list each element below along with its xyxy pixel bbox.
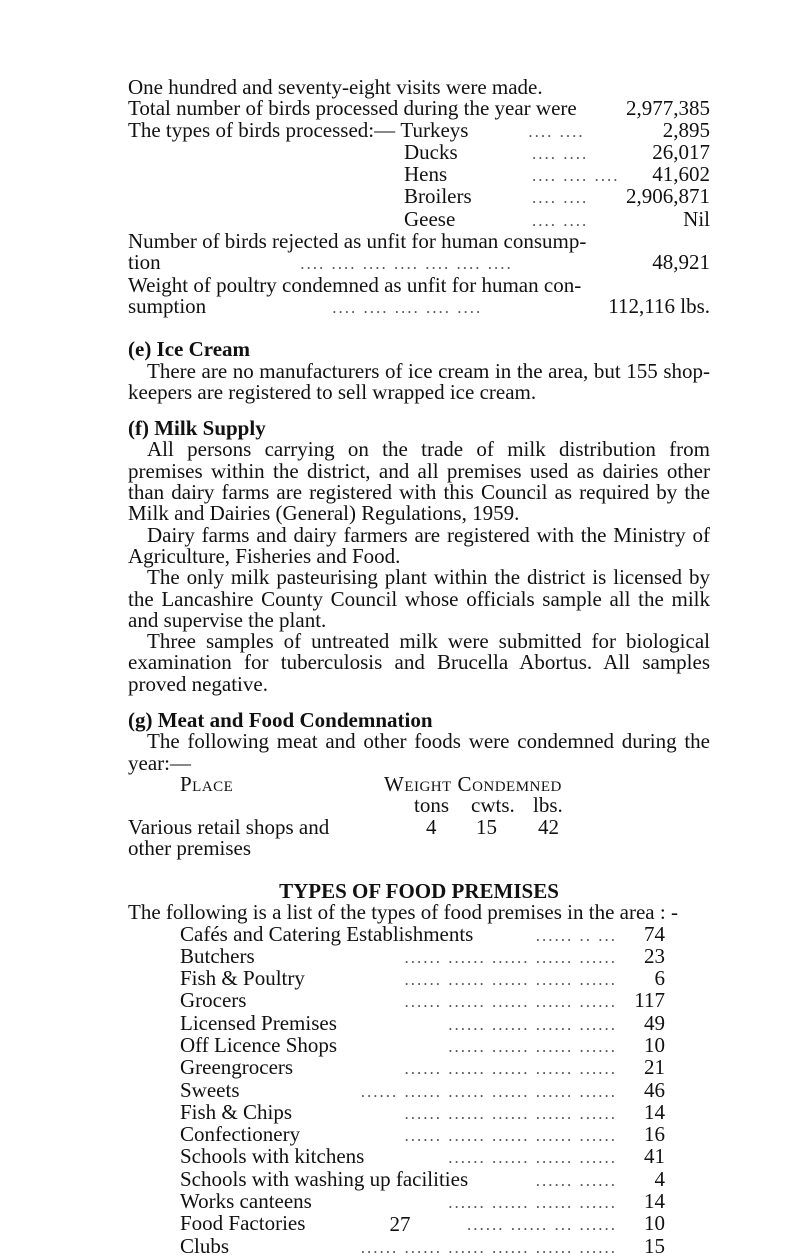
- premises-count: 10: [644, 1211, 665, 1236]
- premises-count: 14: [644, 1189, 665, 1214]
- bird-name: Geese: [404, 206, 456, 231]
- premises-type: Grocers: [180, 988, 247, 1013]
- premises-type: Butchers: [180, 943, 255, 968]
- premises-section: [128, 878, 710, 1258]
- leader-dots: .... ....: [532, 210, 589, 230]
- premises-row: [180, 1233, 665, 1258]
- total-birds-row: [128, 98, 710, 119]
- meat-section: [128, 710, 710, 860]
- leader-dots: .... .... ....: [532, 166, 620, 186]
- premises-row: [180, 1077, 665, 1102]
- premises-row: [180, 1057, 665, 1079]
- bird-row: [128, 206, 710, 231]
- leader-dots: ...... ...... ...... ......: [448, 1148, 617, 1168]
- premises-type: Off Licence Shops: [180, 1032, 338, 1057]
- leader-dots: .... ....: [532, 188, 589, 208]
- milk-heading: (f) Milk Supply: [128, 416, 266, 441]
- total-birds-label: Total number of birds processed during the year were: [128, 96, 577, 121]
- bird-name: Broilers: [404, 184, 472, 209]
- premises-type: Schools with kitchens: [180, 1144, 365, 1169]
- meat-heading: (g) Meat and Food Condemnation: [128, 708, 433, 733]
- ice-cream-text: There are no manufacturers of ice cream in the area, but 155 shop-keepers are registered to sell wrapped ice cream.: [128, 358, 710, 404]
- premises-count: 21: [644, 1055, 665, 1080]
- value-tons: 4: [426, 814, 437, 839]
- premises-type: Confectionery: [180, 1122, 301, 1147]
- leader-dots: ...... ...... ...... ...... ...... ......: [360, 1081, 617, 1101]
- premises-count: 23: [644, 943, 665, 968]
- premises-count: 46: [644, 1077, 665, 1102]
- premises-type: Clubs: [180, 1233, 230, 1258]
- bird-count: Nil: [683, 206, 710, 231]
- condemned-line1: Weight of poultry condemned as unfit for human con-: [128, 272, 582, 297]
- place-line1: Various retail shops and: [128, 814, 330, 839]
- premises-row: [180, 1099, 665, 1124]
- bird-count: 41,602: [652, 162, 710, 187]
- bird-count: 2,895: [662, 117, 710, 142]
- leader-dots: .... .... .... .... ....: [332, 297, 483, 317]
- premises-type: Fish & Chips: [180, 1099, 293, 1124]
- bird-row: [128, 139, 710, 164]
- premises-row: [180, 943, 665, 968]
- leader-dots: ...... ...... ...... ...... ......: [404, 1059, 617, 1079]
- page-number: 27: [389, 1212, 411, 1236]
- premises-row: [180, 990, 665, 1012]
- leader-dots: ...... ...... ...... ...... ......: [404, 1126, 617, 1146]
- premises-type: Cafés and Catering Establishments: [180, 921, 474, 946]
- premises-list: [180, 921, 665, 1258]
- premises-count: 16: [644, 1122, 665, 1147]
- rejected-birds: [128, 231, 710, 275]
- col-weight: Weight Condemned: [384, 771, 562, 796]
- premises-type: Schools with washing up facilities: [180, 1166, 469, 1191]
- value-lbs: 42: [538, 814, 559, 839]
- premises-row: [180, 1032, 665, 1057]
- leader-dots: ...... ...... ...... ...... ......: [404, 947, 617, 967]
- premises-row: [180, 1146, 665, 1168]
- premises-count: 4: [654, 1166, 665, 1191]
- leader-dots: ...... ...... ...... ......: [448, 1193, 617, 1213]
- premises-type: Works canteens: [180, 1189, 312, 1214]
- premises-count: 49: [644, 1010, 665, 1035]
- milk-section: [128, 418, 710, 695]
- bird-row: [128, 117, 710, 142]
- leader-dots: .... .... .... .... .... .... ....: [300, 254, 513, 274]
- premises-count: 41: [644, 1144, 665, 1169]
- milk-paragraph: The only milk pasteurising plant within the district is licensed by the Lancashire County Council whose officials sample all the milk and supervise the plant.: [128, 565, 710, 632]
- premises-type: Greengrocers: [180, 1055, 294, 1080]
- premises-title: TYPES OF FOOD PREMISES: [279, 878, 559, 903]
- bird-name: Hens: [404, 162, 448, 187]
- premises-type: Food Factories: [180, 1211, 306, 1236]
- premises-count: 117: [634, 988, 665, 1013]
- milk-paragraph: Three samples of untreated milk were submitted for biological examination for tuberculosis and Brucella Abortus. All samples proved negative.: [128, 629, 710, 696]
- condemned-value: 112,116 lbs.: [608, 293, 710, 318]
- premises-count: 6: [654, 966, 665, 991]
- col-place: Place: [180, 771, 234, 796]
- leader-dots: ...... ...... ...... ...... ......: [404, 1103, 617, 1123]
- premises-type: Licensed Premises: [180, 1010, 337, 1035]
- rejected-value: 48,921: [652, 250, 710, 275]
- document-page: [128, 77, 710, 1258]
- bird-count: 26,017: [652, 139, 710, 164]
- leader-dots: .... ....: [528, 121, 585, 141]
- condemned-line2: sumption: [128, 293, 207, 318]
- leader-dots: ...... .. ...: [535, 925, 617, 945]
- leader-dots: ...... ...... ...... ......: [448, 1036, 617, 1056]
- leader-dots: ...... ......: [535, 1170, 617, 1190]
- bird-count: 2,906,871: [626, 184, 710, 209]
- premises-row: [180, 1124, 665, 1146]
- premises-count: 15: [644, 1233, 665, 1258]
- unit-tons: tons: [414, 792, 450, 817]
- premises-type: Fish & Poultry: [180, 966, 305, 991]
- ice-cream-heading: (e) Ice Cream: [128, 337, 251, 362]
- premises-row: [180, 921, 665, 946]
- bird-types-label: The types of birds processed:—: [128, 117, 396, 142]
- visits-line: One hundred and seventy-eight visits were made.: [128, 75, 543, 99]
- milk-paragraph: Dairy farms and dairy farmers are registered with the Ministry of Agriculture, Fisheries and Food.: [128, 522, 710, 568]
- leader-dots: ...... ...... ...... ......: [448, 1014, 617, 1034]
- unit-lbs: lbs.: [533, 792, 563, 817]
- bird-row: [128, 164, 710, 186]
- premises-row: [180, 1191, 665, 1213]
- condemned-poultry: [128, 272, 710, 319]
- bird-name: Turkeys: [400, 117, 469, 142]
- bird-types: [128, 117, 710, 231]
- unit-cwts: cwts.: [471, 792, 515, 817]
- leader-dots: ...... ...... ... ......: [467, 1215, 617, 1235]
- premises-row: [180, 1010, 665, 1035]
- total-birds-value: 2,977,385: [626, 96, 710, 121]
- leader-dots: ...... ...... ...... ...... ......: [404, 970, 617, 990]
- rejected-line1: Number of birds rejected as unfit for human consump-: [128, 229, 587, 254]
- leader-dots: .... ....: [532, 143, 589, 163]
- meat-text: The following meat and other foods were condemned during the year:—: [128, 729, 710, 775]
- condemnation-table: [128, 771, 710, 860]
- leader-dots: ...... ...... ...... ...... ...... ......: [360, 1237, 617, 1257]
- place-line2: other premises: [128, 835, 252, 860]
- bird-name: Ducks: [404, 139, 458, 164]
- bird-row: [128, 186, 710, 208]
- milk-paragraph: All persons carrying on the trade of milk distribution from premises within the district, and all premises used as dairies other than dairy farms are registered with this Council as required by the Milk and Dairies (General) Regulations, 1959.: [128, 437, 710, 526]
- premises-row: [180, 1166, 665, 1191]
- value-cwts: 15: [476, 814, 497, 839]
- premises-intro: The following is a list of the types of food premises in the area : -: [128, 900, 678, 925]
- premises-count: 10: [644, 1032, 665, 1057]
- premises-count: 74: [644, 921, 665, 946]
- ice-cream-section: [128, 339, 710, 403]
- leader-dots: ...... ...... ...... ...... ......: [404, 992, 617, 1012]
- premises-type: Sweets: [180, 1077, 240, 1102]
- premises-count: 14: [644, 1099, 665, 1124]
- premises-row: [180, 968, 665, 990]
- rejected-line2: tion: [128, 250, 161, 275]
